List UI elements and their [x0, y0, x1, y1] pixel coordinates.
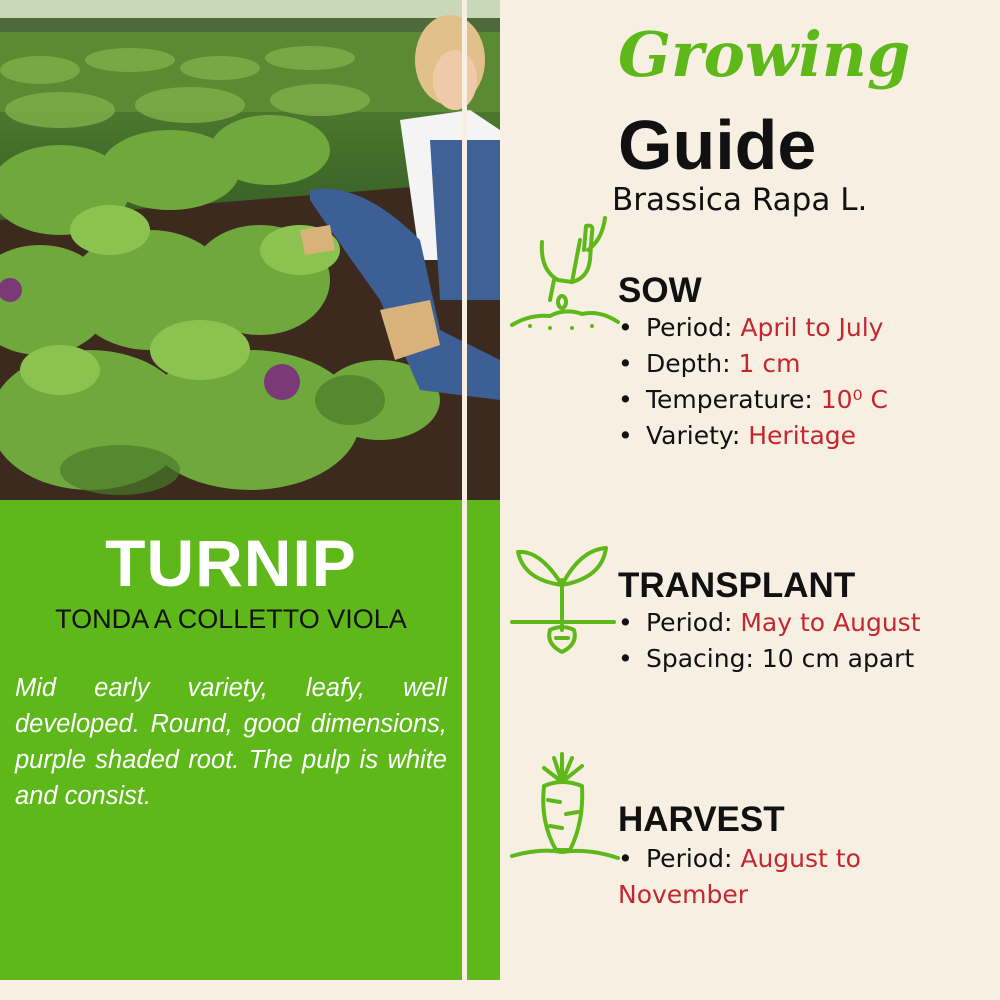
- product-title: TURNIP: [105, 526, 357, 600]
- seedling-icon: [510, 540, 620, 660]
- sow-title: SOW: [618, 271, 702, 310]
- transplant-details: [618, 605, 921, 677]
- harvest-period-continued: November: [618, 880, 749, 909]
- sow-period-item: • Period: April to July: [618, 313, 884, 342]
- bottom-strip: [0, 980, 500, 1000]
- product-subtitle: TONDA A COLLETTO VIOLA: [55, 604, 407, 634]
- carrot-icon: [510, 752, 620, 867]
- transplant-title: TRANSPLANT: [618, 566, 856, 605]
- transplant-period-item: • Period: May to August: [618, 608, 921, 637]
- harvest-details: [618, 841, 861, 913]
- guide-heading: Guide: [618, 106, 817, 184]
- product-description: Mid early variety, leafy, well developed. Round, good dimensions, purple shaded root. The pulp is white and consist.: [15, 674, 447, 810]
- sow-depth-item: • Depth: 1 cm: [618, 349, 801, 378]
- transplant-spacing-item: • Spacing: 10 cm apart: [618, 644, 915, 673]
- latin-name: Brassica Rapa L.: [612, 182, 868, 218]
- sow-details: [618, 310, 888, 454]
- panel-divider: [462, 0, 467, 980]
- sow-variety-item: • Variety: Heritage: [618, 421, 857, 450]
- growing-heading: Growing: [618, 18, 911, 91]
- harvest-title: HARVEST: [618, 800, 785, 839]
- farmer-turnip-field-photo: [0, 0, 500, 500]
- sow-temperature-item: • Temperature: 10⁰ C: [618, 385, 888, 414]
- hand-sowing-seed-icon: [510, 210, 620, 335]
- harvest-period-item: • Period: August to: [618, 844, 861, 873]
